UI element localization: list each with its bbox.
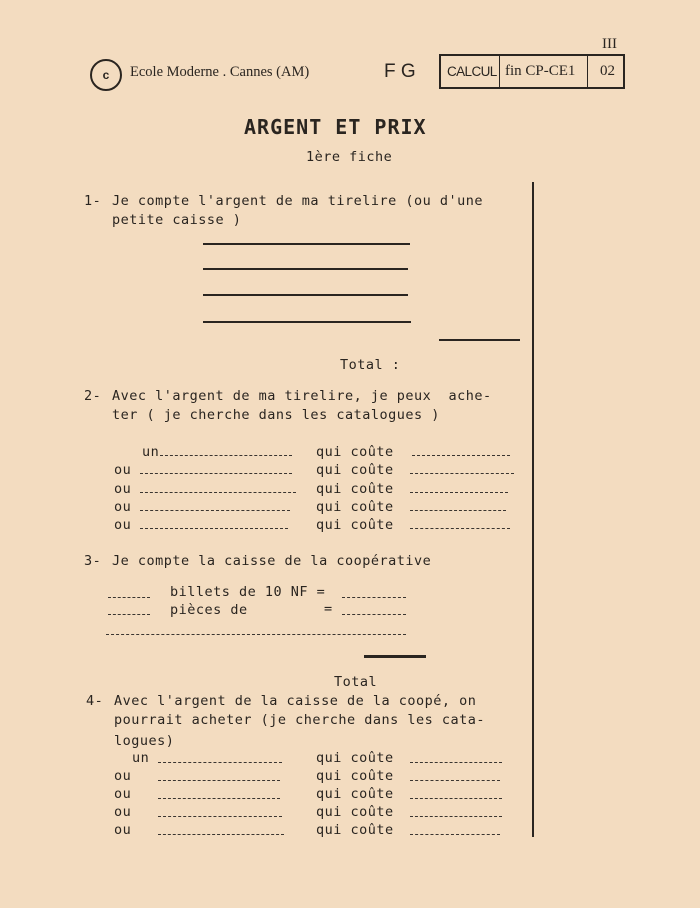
q1-total-label: Total : bbox=[340, 357, 401, 373]
q2-text-line1: Avec l'argent de ma tirelire, je peux ache- bbox=[112, 388, 492, 404]
q3-bill-amount-blank[interactable] bbox=[342, 597, 406, 598]
q4-item-blank[interactable] bbox=[158, 798, 280, 799]
q3-total-rule bbox=[364, 655, 426, 658]
q3-coins-label: pièces de bbox=[170, 602, 248, 618]
q1-number: 1- bbox=[84, 193, 102, 209]
series-code: F G bbox=[384, 61, 416, 82]
q4-row-label: qui coûte bbox=[316, 750, 394, 766]
q2-row-lead: ou bbox=[114, 462, 132, 478]
q4-text-line3: logues) bbox=[114, 733, 175, 749]
q4-price-blank[interactable] bbox=[410, 834, 500, 835]
q1-answer-line[interactable] bbox=[203, 294, 408, 296]
q4-row-lead: un bbox=[132, 750, 150, 766]
q2-text-line2: ter ( je cherche dans les catalogues ) bbox=[112, 407, 440, 423]
q2-price-blank[interactable] bbox=[412, 455, 510, 456]
q3-number: 3- bbox=[84, 553, 102, 569]
q1-text-line1: Je compte l'argent de ma tirelire (ou d'une bbox=[112, 193, 483, 209]
q4-price-blank[interactable] bbox=[410, 762, 502, 763]
q4-row-lead: ou bbox=[114, 768, 132, 784]
school-name: Ecole Moderne . Cannes (AM) bbox=[130, 64, 310, 80]
q2-row-label: qui coûte bbox=[316, 444, 394, 460]
q3-extra-blank[interactable] bbox=[106, 634, 406, 635]
q4-item-blank[interactable] bbox=[158, 762, 282, 763]
q4-row-label: qui coûte bbox=[316, 768, 394, 784]
q1-total-line[interactable] bbox=[439, 339, 520, 341]
q4-text-line2: pourrait acheter (je cherche dans les cata- bbox=[114, 712, 485, 728]
q1-answer-line[interactable] bbox=[203, 243, 410, 245]
q4-row-lead: ou bbox=[114, 822, 132, 838]
q2-row-lead: ou bbox=[114, 517, 132, 533]
q4-row-label: qui coûte bbox=[316, 786, 394, 802]
q4-number: 4- bbox=[86, 693, 104, 709]
q2-row-label: qui coûte bbox=[316, 499, 394, 515]
classification-box bbox=[439, 54, 625, 89]
q2-row-label: qui coûte bbox=[316, 517, 394, 533]
q2-item-blank[interactable] bbox=[140, 492, 296, 493]
q3-coin-count-blank[interactable] bbox=[108, 614, 150, 615]
q4-price-blank[interactable] bbox=[410, 816, 502, 817]
sheet-number: 02 bbox=[600, 63, 615, 79]
q2-row-lead: ou bbox=[114, 481, 132, 497]
q4-price-blank[interactable] bbox=[410, 780, 500, 781]
subject-label: CALCUL bbox=[447, 64, 497, 79]
q3-text-line1: Je compte la caisse de la coopérative bbox=[112, 553, 432, 569]
q2-price-blank[interactable] bbox=[410, 473, 514, 474]
q4-text-line1: Avec l'argent de la caisse de la coopé, on bbox=[114, 693, 477, 709]
q2-item-blank[interactable] bbox=[160, 455, 292, 456]
q2-price-blank[interactable] bbox=[410, 510, 506, 511]
q2-price-blank[interactable] bbox=[410, 528, 510, 529]
q3-coins-equals: = bbox=[324, 601, 333, 617]
level-label: fin CP-CE1 bbox=[505, 63, 576, 79]
q4-item-blank[interactable] bbox=[158, 834, 284, 835]
q2-row-lead: un bbox=[142, 444, 160, 460]
page-subtitle: 1ère fiche bbox=[306, 149, 393, 165]
q2-item-blank[interactable] bbox=[140, 473, 292, 474]
q3-bills-label: billets de 10 NF = bbox=[170, 584, 326, 600]
margin-rule bbox=[532, 182, 534, 837]
q4-item-blank[interactable] bbox=[158, 816, 282, 817]
q3-coin-amount-blank[interactable] bbox=[342, 614, 406, 615]
q1-answer-line[interactable] bbox=[203, 321, 411, 323]
q3-bill-count-blank[interactable] bbox=[108, 597, 150, 598]
q1-text-line2: petite caisse ) bbox=[112, 212, 242, 228]
q4-row-lead: ou bbox=[114, 786, 132, 802]
q2-row-label: qui coûte bbox=[316, 462, 394, 478]
q2-item-blank[interactable] bbox=[140, 510, 290, 511]
q3-total-label: Total bbox=[334, 674, 378, 690]
page-number: III bbox=[602, 36, 617, 52]
q2-row-lead: ou bbox=[114, 499, 132, 515]
q4-row-lead: ou bbox=[114, 804, 132, 820]
page-title: ARGENT ET PRIX bbox=[244, 115, 427, 139]
q4-item-blank[interactable] bbox=[158, 780, 280, 781]
q4-price-blank[interactable] bbox=[410, 798, 502, 799]
q2-price-blank[interactable] bbox=[410, 492, 508, 493]
q2-item-blank[interactable] bbox=[140, 528, 288, 529]
q1-answer-line[interactable] bbox=[203, 268, 408, 270]
q2-number: 2- bbox=[84, 388, 102, 404]
q2-row-label: qui coûte bbox=[316, 481, 394, 497]
q4-row-label: qui coûte bbox=[316, 822, 394, 838]
q4-row-label: qui coûte bbox=[316, 804, 394, 820]
copyright-logo: c bbox=[90, 59, 122, 91]
